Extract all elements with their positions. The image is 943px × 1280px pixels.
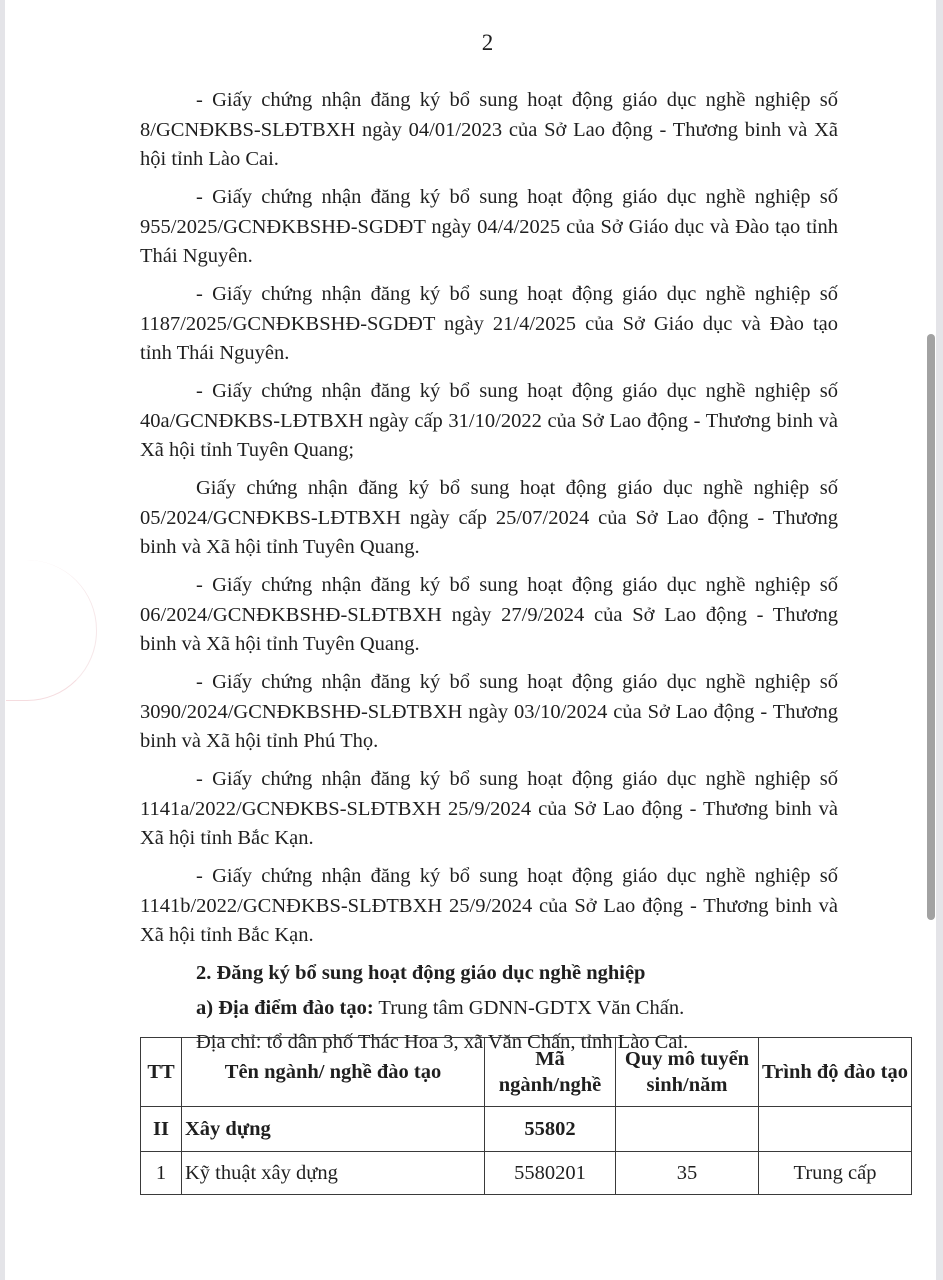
cell-quota: 35	[616, 1152, 759, 1195]
certificate-item: - Giấy chứng nhận đăng ký bổ sung hoạt động giáo dục nghề nghiệp số 1141b/2022/GCNĐKBS-SLĐTBXH 25/9/2024 của Sở Lao động - Thương binh và Xã hội tỉnh Bắc Kạn.	[140, 865, 838, 946]
cell-tt: 1	[141, 1152, 182, 1195]
cell-level: Trung cấp	[759, 1152, 912, 1195]
certificate-item: - Giấy chứng nhận đăng ký bổ sung hoạt động giáo dục nghề nghiệp số 8/GCNĐKBS-SLĐTBXH ngày 04/01/2023 của Sở Lao động - Thương binh và Xã hội tỉnh Lào Cai.	[140, 89, 838, 170]
table-row	[141, 1107, 912, 1152]
section-heading: 2. Đăng ký bổ sung hoạt động giáo dục nghề nghiệp	[196, 962, 646, 984]
faint-stamp-mark	[6, 560, 97, 701]
training-location	[140, 994, 838, 1024]
vertical-scrollbar[interactable]	[927, 334, 935, 920]
certificate-item: - Giấy chứng nhận đăng ký bổ sung hoạt động giáo dục nghề nghiệp số 955/2025/GCNĐKBSHĐ-SGDĐT ngày 04/4/2025 của Sở Giáo dục và Đào tạo tỉnh Thái Nguyên.	[140, 186, 838, 267]
cell-quota	[616, 1107, 759, 1152]
cell-name: Xây dựng	[182, 1107, 485, 1152]
table-row	[141, 1152, 912, 1195]
header-tt: TT	[141, 1038, 182, 1107]
certificate-item: Giấy chứng nhận đăng ký bổ sung hoạt động giáo dục nghề nghiệp số 05/2024/GCNĐKBS-LĐTBXH ngày cấp 25/07/2024 của Sở Lao động - Thương binh và Xã hội tỉnh Tuyên Quang.	[140, 477, 838, 558]
header-quota: Quy mô tuyển sinh/năm	[616, 1038, 759, 1107]
certificate-item: - Giấy chứng nhận đăng ký bổ sung hoạt động giáo dục nghề nghiệp số 06/2024/GCNĐKBSHĐ-SLĐTBXH ngày 27/9/2024 của Sở Lao động - Thương binh và Xã hội tỉnh Tuyên Quang.	[140, 574, 838, 655]
cell-level	[759, 1107, 912, 1152]
training-location-value: Trung tâm GDNN-GDTX Văn Chấn.	[373, 996, 685, 1019]
viewer-right-edge	[936, 0, 943, 1280]
cell-tt: II	[141, 1107, 182, 1152]
certificate-item: - Giấy chứng nhận đăng ký bổ sung hoạt động giáo dục nghề nghiệp số 1187/2025/GCNĐKBSHĐ-SGDĐT ngày 21/4/2025 của Sở Giáo dục và Đào tạo tỉnh Thái Nguyên.	[140, 283, 838, 364]
header-name: Tên ngành/ nghề đào tạo	[182, 1038, 485, 1107]
certificate-item: - Giấy chứng nhận đăng ký bổ sung hoạt động giáo dục nghề nghiệp số 40a/GCNĐKBS-LĐTBXH ngày cấp 31/10/2022 của Sở Lao động - Thương binh và Xã hội tỉnh Tuyên Quang;	[140, 380, 838, 461]
training-table	[140, 1037, 912, 1195]
cell-code: 55802	[485, 1107, 616, 1152]
training-location-label: a) Địa điểm đào tạo:	[196, 996, 374, 1019]
training-address: Địa chỉ: tổ dân phố Thác Hoa 3, xã Văn Chấn, tỉnh Lào Cai.	[196, 1031, 689, 1053]
document-body	[140, 86, 838, 1063]
cell-code: 5580201	[485, 1152, 616, 1195]
viewer-left-edge	[0, 0, 5, 1280]
header-level: Trình độ đào tạo	[759, 1038, 912, 1107]
page-number: 2	[481, 30, 494, 55]
table-header-row	[141, 1038, 912, 1107]
header-code: Mã ngành/nghề	[485, 1038, 616, 1107]
certificate-item: - Giấy chứng nhận đăng ký bổ sung hoạt động giáo dục nghề nghiệp số 1141a/2022/GCNĐKBS-SLĐTBXH 25/9/2024 của Sở Lao động - Thương binh và Xã hội tỉnh Bắc Kạn.	[140, 768, 838, 849]
cell-name: Kỹ thuật xây dựng	[182, 1152, 485, 1195]
certificate-item: - Giấy chứng nhận đăng ký bổ sung hoạt động giáo dục nghề nghiệp số 3090/2024/GCNĐKBSHĐ-SLĐTBXH ngày 03/10/2024 của Sở Lao động - Thương binh và Xã hội tỉnh Phú Thọ.	[140, 671, 838, 752]
